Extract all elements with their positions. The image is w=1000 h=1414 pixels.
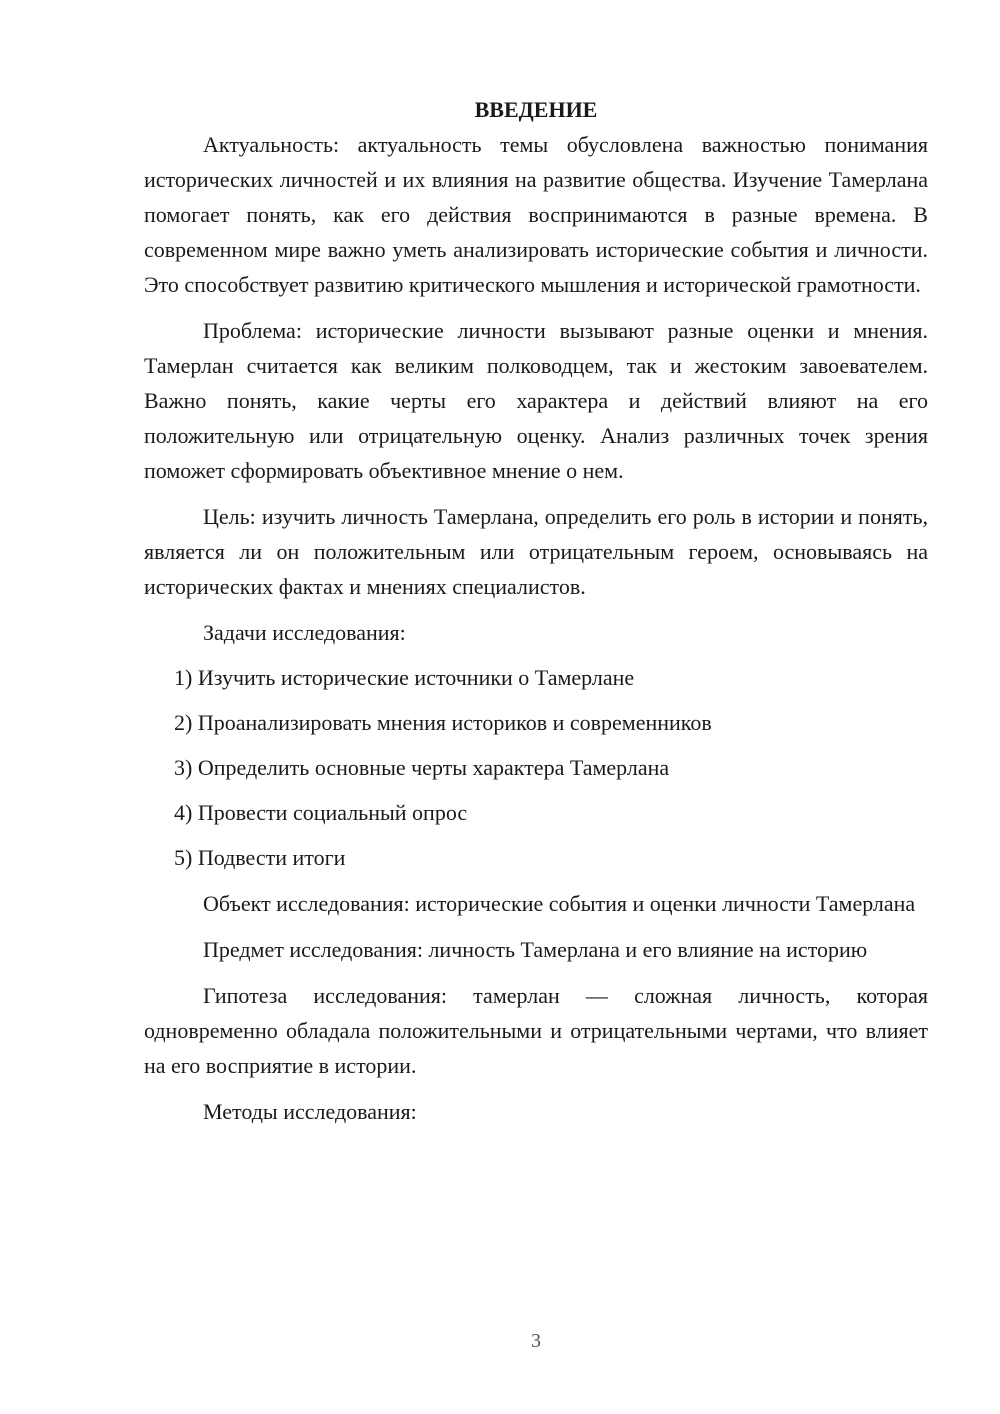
paragraph-methods: Методы исследования:	[203, 1099, 417, 1124]
paragraph-subject: Предмет исследования: личность Тамерлана и его влияние на историю	[203, 937, 868, 962]
page-number: 3	[531, 1330, 541, 1352]
task-item-1: 1) Изучить исторические источники о Тамерлане	[174, 665, 635, 690]
tasks-title: Задачи исследования:	[203, 620, 406, 645]
section-heading: ВВЕДЕНИЕ	[474, 97, 598, 122]
task-item-5: 5) Подвести итоги	[174, 845, 346, 870]
task-item-2: 2) Проанализировать мнения историков и современников	[174, 710, 712, 735]
task-item-4: 4) Провести социальный опрос	[174, 800, 468, 825]
paragraph-goal: Цель: изучить личность Тамерлана, определить его роль в истории и понять, является ли он положительным или отрицательным героем, основываясь на исторических фактах и мнениях специалистов.	[144, 504, 928, 599]
document-page	[144, 92, 928, 1129]
paragraph-hypothesis: Гипотеза исследования: тамерлан — сложная личность, которая одновременно обладала положительными и отрицательными чертами, что влияет на его восприятие в истории.	[144, 983, 928, 1078]
paragraph-problem: Проблема: исторические личности вызывают разные оценки и мнения. Тамерлан считается как великим полководцем, так и жестоким завоевателем. Важно понять, какие черты его характера и действий влияют на его положительную или отрицательную оценку. Анализ различных точек зрения поможет сформировать объективное мнение о нем.	[144, 318, 928, 483]
paragraph-object: Объект исследования: исторические события и оценки личности Тамерлана	[203, 891, 916, 916]
task-item-3: 3) Определить основные черты характера Тамерлана	[174, 755, 670, 780]
paragraph-relevance: Актуальность: актуальность темы обусловлена важностью понимания исторических личностей и их влияния на развитие общества. Изучение Тамерлана помогает понять, как его действия воспринимаются в разные времена. В современном мире важно уметь анализировать исторические события и личности. Это способствует развитию критического мышления и исторической грамотности.	[144, 132, 928, 297]
